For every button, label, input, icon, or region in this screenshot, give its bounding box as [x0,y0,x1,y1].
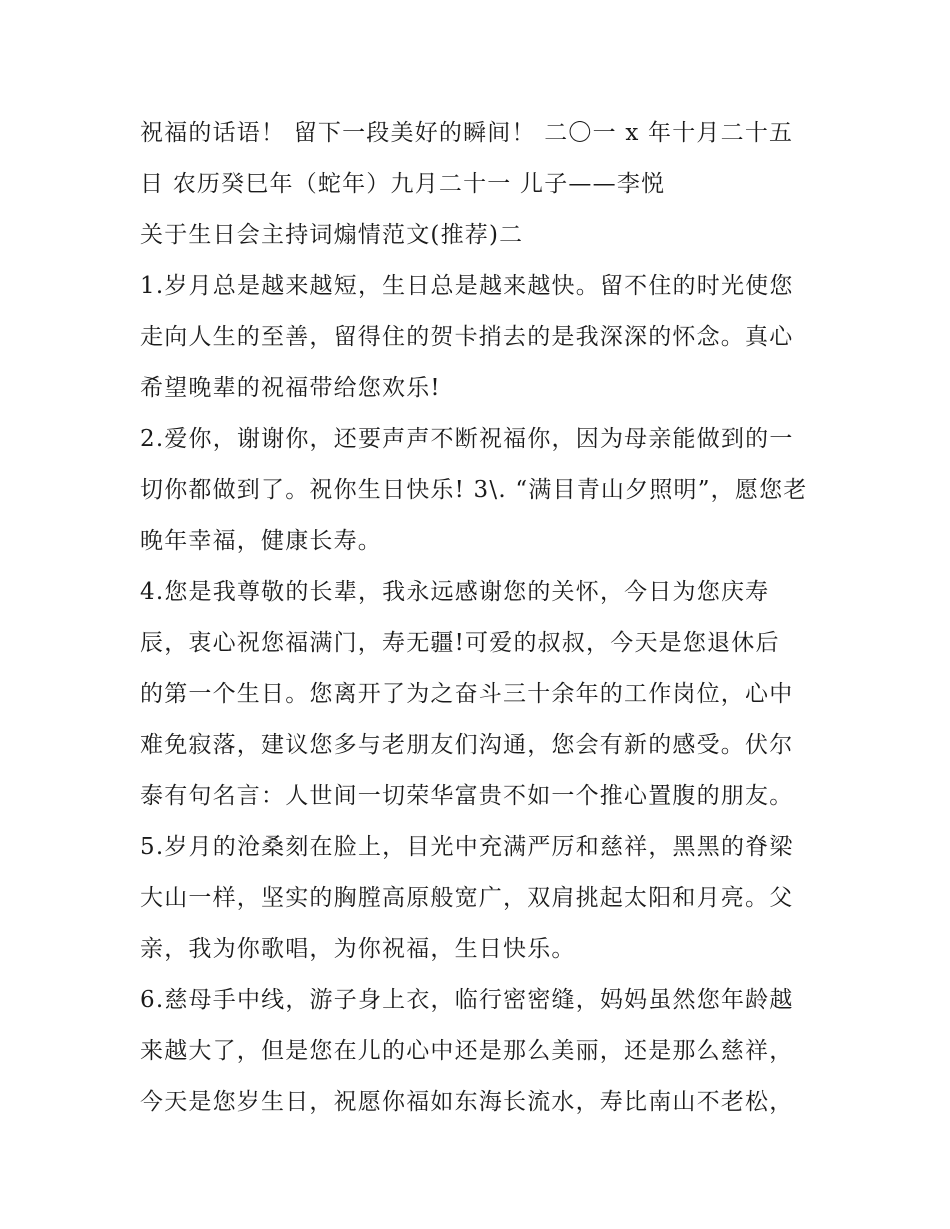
text-line: 4.您是我尊敬的长辈，我永远感谢您的关怀，今日为您庆寿 [140,579,770,605]
text-line: 走向人生的至善，留得住的贺卡捎去的是我深深的怀念。真心 [140,324,794,350]
text-line: 亲，我为你歌唱，为你祝福，生日快乐。 [140,936,576,962]
text-line: 2.爱你，谢谢你，还要声声不断祝福你，因为母亲能做到的一 [140,426,794,452]
text-line: 日 农历癸巳年（蛇年）九月二十一 儿子——李悦 [140,171,666,197]
text-line: 希望晚辈的祝福带给您欢乐! [140,375,441,401]
text-line: 晚年幸福，健康长寿。 [140,528,382,554]
text-line: 大山一样，坚实的胸膛高原般宽广，双肩挑起太阳和月亮。父 [140,885,794,911]
text-line: 难免寂落，建议您多与老朋友们沟通，您会有新的感受。伏尔 [140,732,794,758]
text-line: 1.岁月总是越来越短，生日总是越来越快。留不住的时光使您 [140,273,794,299]
text-line: 今天是您岁生日，祝愿你福如东海长流水，寿比南山不老松， [140,1089,794,1115]
text-line: 5.岁月的沧桑刻在脸上，目光中充满严厉和慈祥，黑黑的脊梁 [140,834,794,860]
text-line: 切你都做到了。祝你生日快乐! 3\. “满目青山夕照明”，愿您老 [140,477,808,503]
text-line: 的第一个生日。您离开了为之奋斗三十余年的工作岗位，心中 [140,681,794,707]
text-line: 泰有句名言：人世间一切荣华富贵不如一个推心置腹的朋友。 [140,783,794,809]
text-line: 祝福的话语！ 留下一段美好的瞬间！ 二〇一 x 年十月二十五 [140,120,794,146]
text-line: 6.慈母手中线，游子身上衣，临行密密缝，妈妈虽然您年龄越 [140,987,794,1013]
text-line: 来越大了，但是您在儿的心中还是那么美丽，还是那么慈祥， [140,1038,794,1064]
text-line: 辰，衷心祝您福满门，寿无疆!可爱的叔叔，今天是您退休后 [140,630,780,656]
section-heading: 关于生日会主持词煽情范文(推荐)二 [140,222,524,248]
